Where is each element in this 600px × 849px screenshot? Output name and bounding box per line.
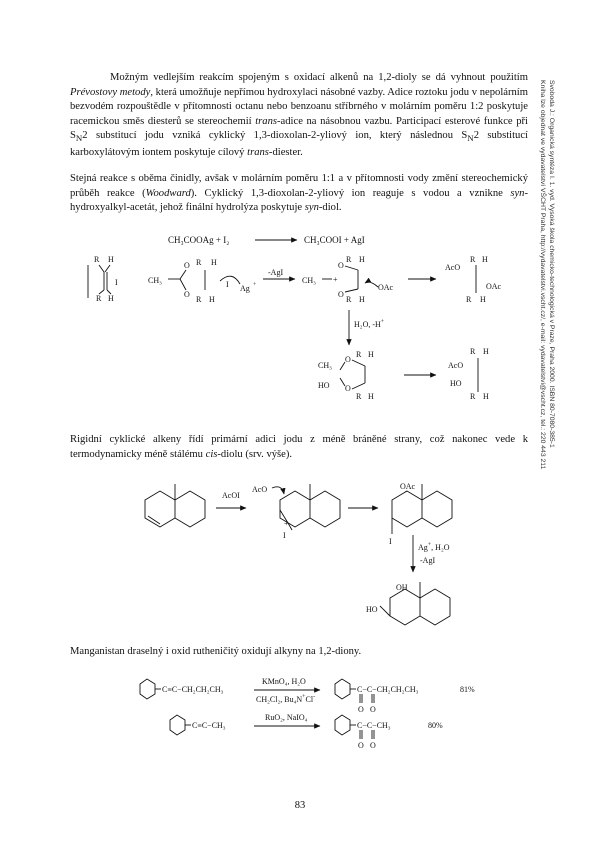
oac-label: OAc — [400, 482, 416, 491]
svg-text:OAc: OAc — [378, 283, 394, 292]
decalin-ring-b — [175, 491, 205, 527]
svg-text:H: H — [480, 295, 486, 304]
svg-text:AcO: AcO — [448, 361, 464, 370]
alkyne-reactant-2: C≡C−CH₃ — [192, 721, 226, 730]
sidebar-line-2: Kniha lze objednat ve vydavatelství VŠCHT Praha, http://vydavatelstvi.vscht.cz/, e-mail: vydavatelstvi@vscht.cz, tel.: 220 443 211 — [539, 80, 546, 470]
svg-text:H: H — [482, 255, 488, 264]
svg-text:HO: HO — [450, 379, 462, 388]
svg-text:O: O — [358, 705, 364, 714]
reagent-ruo2: RuO₂, NaIO₄ — [265, 713, 308, 722]
decalin-ring-a — [145, 491, 175, 527]
minus-agi-label: -AgI — [268, 268, 284, 277]
svg-text:R: R — [466, 295, 472, 304]
svg-text:O: O — [338, 261, 344, 270]
alkene-molecule — [88, 255, 118, 303]
svg-text:O: O — [184, 261, 190, 270]
svg-text:R: R — [196, 295, 202, 304]
svg-text:+: + — [333, 275, 338, 284]
scheme-rigid-alkene — [145, 482, 452, 625]
phenyl-ring — [335, 715, 350, 735]
svg-text:H: H — [108, 255, 114, 264]
hydrolysis-condition: H₂O, -H+ — [354, 319, 385, 329]
alkyne-reactant-1: C≡C−CH₂CH₂CH₃ — [162, 685, 224, 694]
hemiorthoester — [318, 350, 374, 401]
svg-text:+: + — [253, 282, 257, 288]
scheme-prevost — [88, 235, 502, 401]
svg-text:H: H — [483, 347, 489, 356]
paragraph-rigid-alkenes: Rigidní cyklické alkeny řídí primární adici jodu z méně bráněné strany, což nakonec vede k termodynamicky méně stálému cis-diolu (srv. výše). — [70, 434, 528, 460]
page-number: 83 — [294, 800, 306, 811]
sidebar-line-1: Svoboda J.: Organická syntéza I. 1. vyd. Vysoká škola chemicko-technologická v Praze, Praha 2000. ISBN 80-7080-385-1 — [548, 80, 555, 448]
phenyl-ring — [170, 715, 185, 735]
svg-text:R: R — [356, 392, 362, 401]
scheme-alkyne-oxidation — [140, 677, 475, 750]
svg-text:I: I — [389, 537, 392, 546]
dione-product-2: C−C−CH₃ — [357, 721, 391, 730]
paragraph-prevost: Možným vedlejším reakcím spojeným s oxidací alkenů na 1,2-dioly se dá vyhnout použitím Prévostovy metody, která umožňuje nepřímou hydroxylaci násobné vazby. Adice roztoku jodu v nepolárním bezvodém rozpouštědle v přítomnosti octanu nebo benzoanu stříbrného v molárním poměru 1:2 poskytuje racemickou směs diesterů se stereochemií trans-adice na násobnou vazbu. Participací esterové funkce při $S_N2$ substitucí jodu vzniká cyklický 1,3-dioxolan-2-yliový ion, který následnou $S_N2$ substitucí karboxylátovým iontem poskytuje cílový trans-diester. — [70, 72, 528, 159]
svg-text:O: O — [345, 355, 351, 364]
svg-text:R: R — [196, 258, 202, 267]
svg-text:R: R — [470, 347, 476, 356]
svg-text:R: R — [356, 350, 362, 359]
svg-text:H: H — [368, 350, 374, 359]
svg-text:H: H — [368, 392, 374, 401]
svg-text:R: R — [470, 255, 476, 264]
dioxolanylium-ion — [302, 255, 394, 304]
svg-text:H: H — [359, 295, 365, 304]
reagent-ptc: CH₂Cl₂, Bu₄N+Cl- — [256, 694, 316, 704]
paragraph-alkyne-oxidation: Manganistan draselný i oxid rutheničitý oxidují alkyny na 1,2-diony. — [70, 646, 362, 657]
svg-text:+: + — [284, 519, 289, 528]
svg-text:O: O — [184, 290, 190, 299]
dione-product-1: C−C−CH₂CH₂CH₃ — [357, 685, 419, 694]
svg-text:I: I — [283, 531, 286, 540]
svg-text:R: R — [470, 392, 476, 401]
svg-text:HO: HO — [318, 381, 330, 390]
svg-text:O: O — [370, 741, 376, 750]
svg-text:Ag: Ag — [240, 284, 250, 293]
yield-1: 81% — [460, 685, 475, 694]
phenyl-ring — [335, 679, 350, 699]
svg-text:CH₃: CH₃ — [318, 361, 332, 370]
reagents-right: CH₃COOI + AgI — [304, 235, 365, 245]
svg-text:O: O — [338, 290, 344, 299]
svg-text:R: R — [346, 255, 352, 264]
minus-agi-label-2: -AgI — [420, 556, 436, 565]
paragraph-woodward: Stejná reakce s oběma činidly, avšak v molárním poměru 1:1 a v přítomnosti vody změní stereochemický průběh reakce (Woodward). Cyklický 1,3-dioxolan-2-yliový ion reaguje s vodou a vznikne syn-hydroxyalkyl-acetát, jehož finální hydrolýza poskytuje syn-diol. — [70, 173, 529, 214]
reagent-acoi: AcOI — [222, 491, 240, 500]
svg-text:H: H — [209, 295, 215, 304]
acetoxy-label: AcO — [252, 485, 268, 494]
oh-label: OH — [396, 583, 408, 592]
svg-text:H: H — [483, 392, 489, 401]
svg-text:R: R — [346, 295, 352, 304]
reagent-kmno4: KMnO₄, H₂O — [262, 677, 306, 686]
trans-diester — [445, 255, 502, 304]
svg-text:OAc: OAc — [486, 282, 502, 291]
svg-text:O: O — [370, 705, 376, 714]
phenyl-ring — [140, 679, 155, 699]
svg-text:O: O — [345, 384, 351, 393]
svg-text:CH₃: CH₃ — [148, 276, 162, 285]
svg-text:AcO: AcO — [445, 263, 461, 272]
yield-2: 80% — [428, 721, 443, 730]
svg-text:H: H — [359, 255, 365, 264]
svg-text:H: H — [211, 258, 217, 267]
svg-text:CH₃: CH₃ — [302, 276, 316, 285]
ho-label: HO — [366, 605, 378, 614]
svg-text:R: R — [96, 294, 102, 303]
svg-text:O: O — [358, 741, 364, 750]
svg-text:I: I — [115, 278, 118, 287]
svg-text:I: I — [226, 280, 229, 289]
iodonium-complex — [148, 258, 257, 304]
svg-text:H: H — [108, 294, 114, 303]
syn-hydroxyalkyl-acetate — [448, 347, 489, 401]
svg-text:R: R — [94, 255, 100, 264]
reagents-left: CH₃COOAg + I₂ — [168, 235, 230, 245]
hydrolysis-condition-2: Ag+, H₂O — [418, 542, 450, 552]
